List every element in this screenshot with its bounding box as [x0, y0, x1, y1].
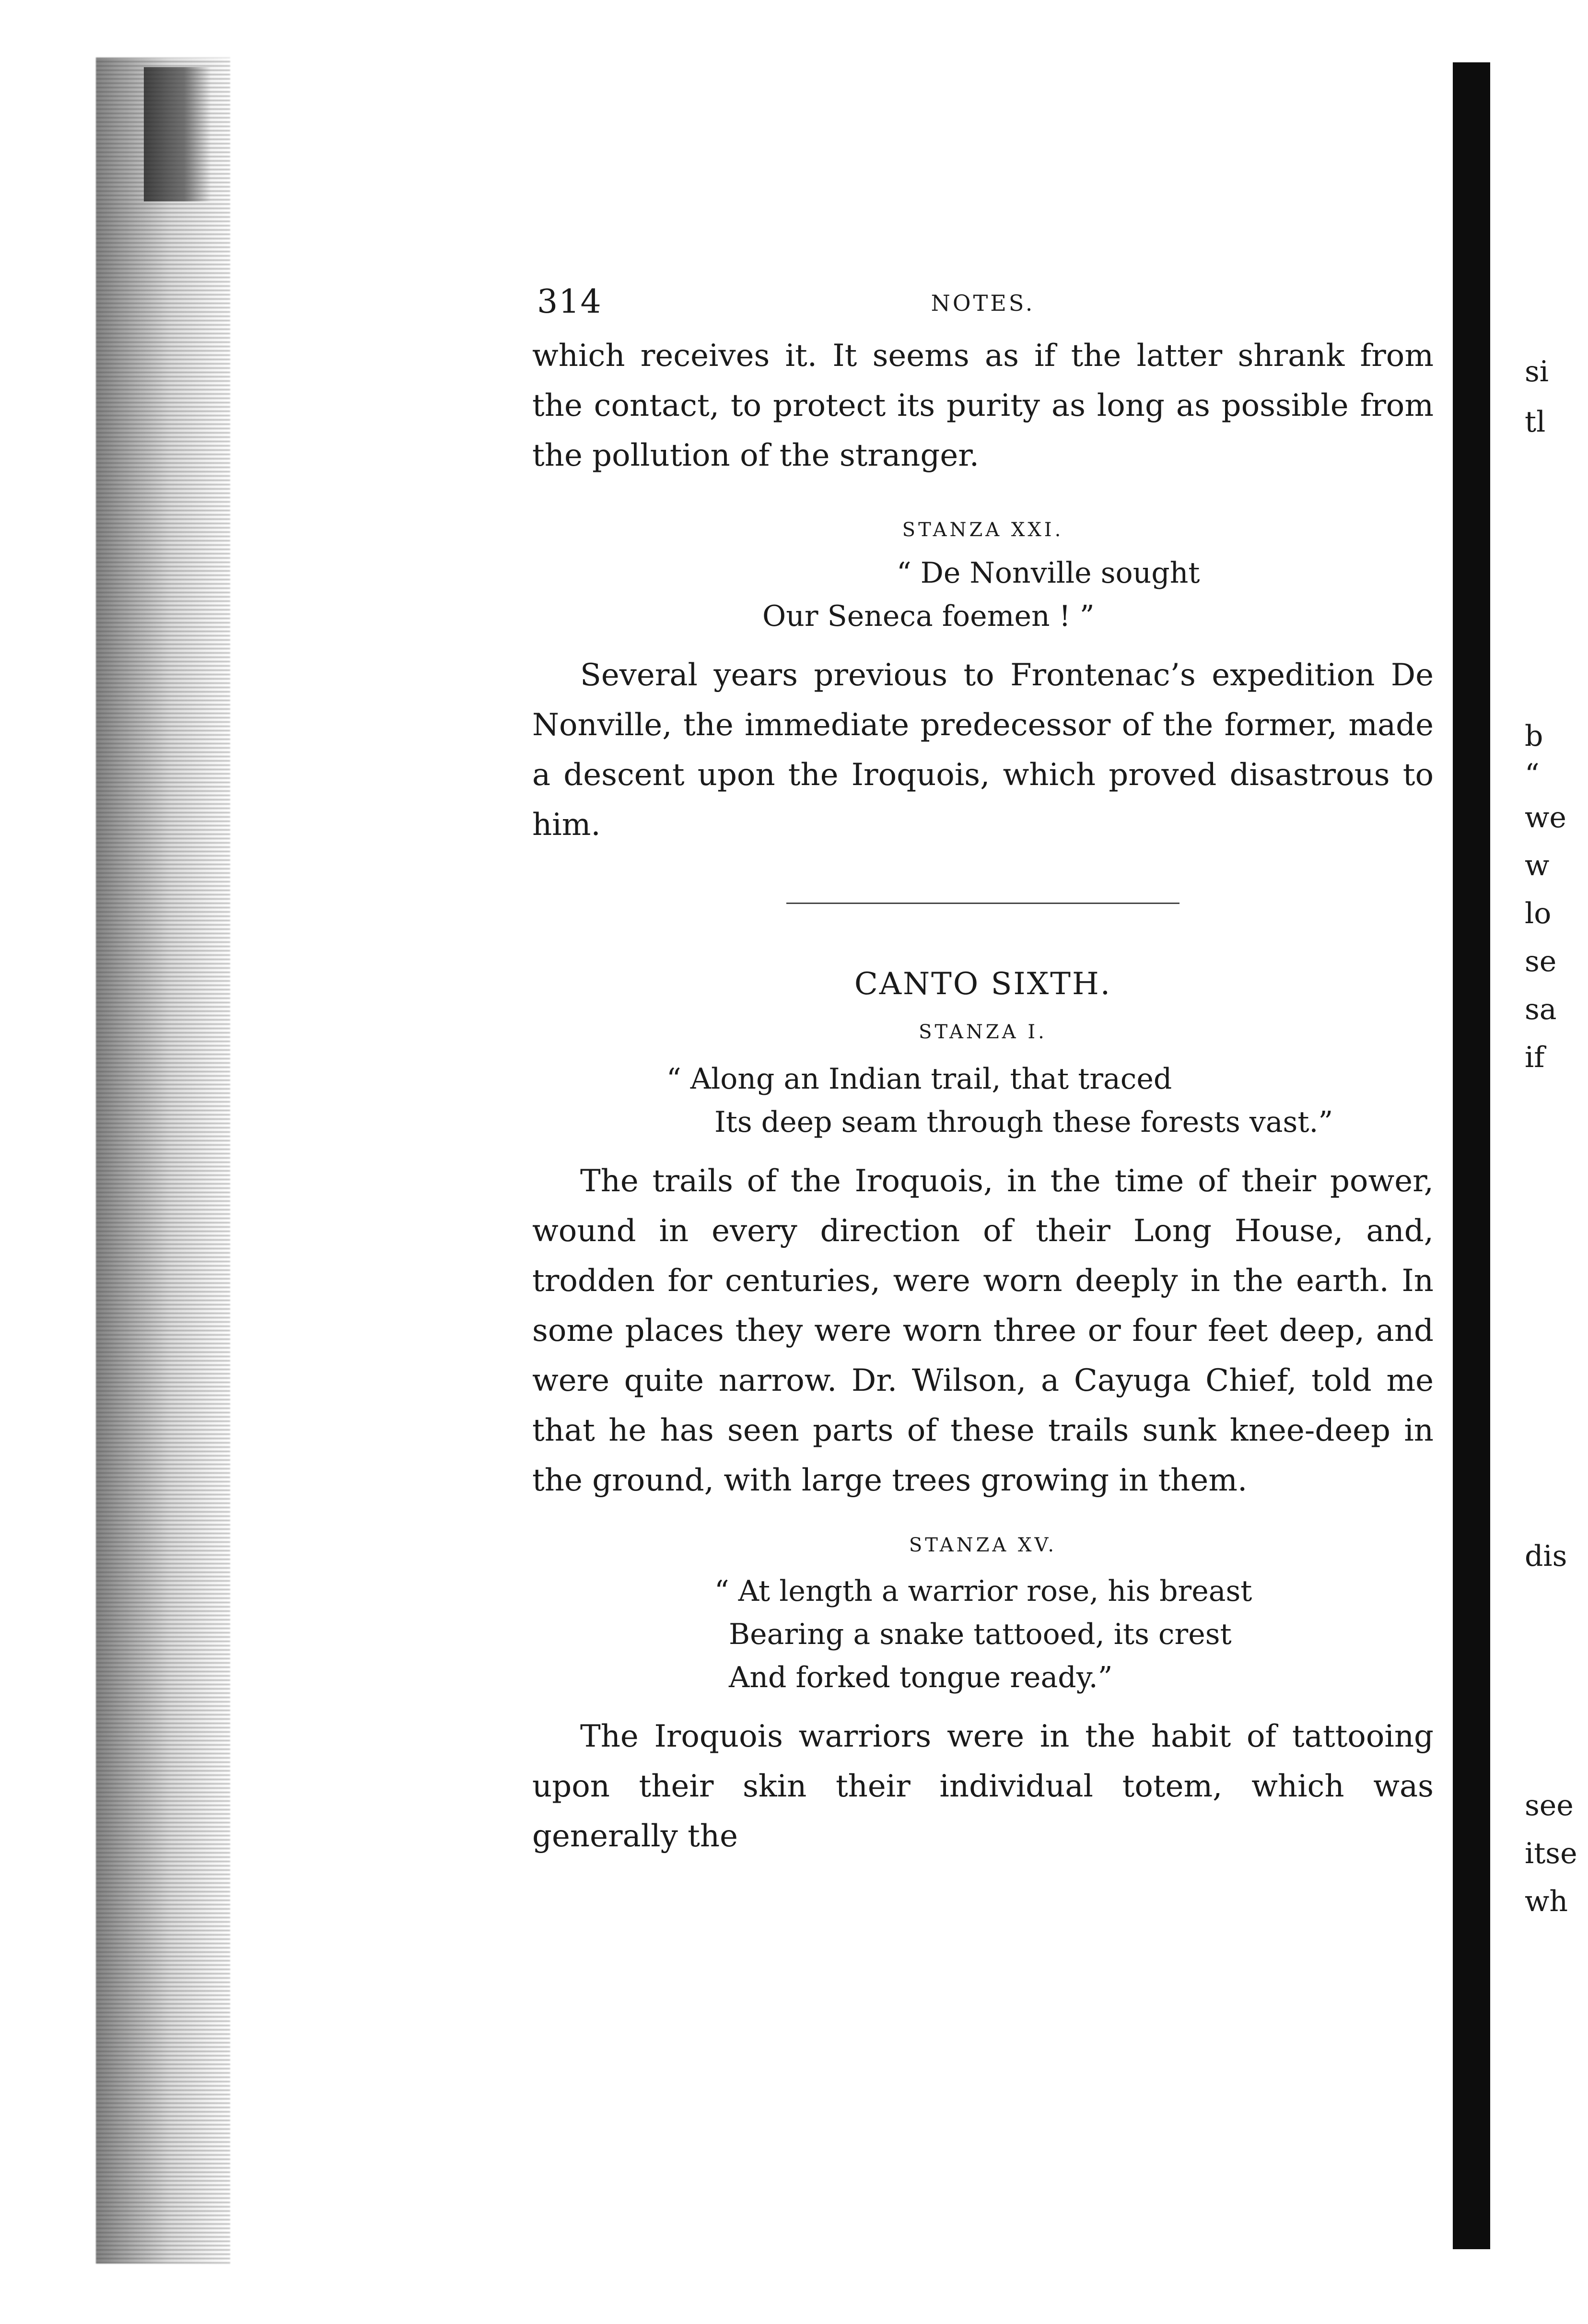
paragraph-iroquois-trails: The trails of the Iroquois, in the time of their power, wound in every direction of their Long House, and, trodden for centuries, were worn deeply in the earth. In some places they were worn three or four feet deep, and were quite narrow. Dr. Wilson, a Cayuga Chief, told me that he has seen parts of these trails sunk knee-deep in the ground, with large trees growing in them.: [532, 1163, 1434, 1498]
paragraph-de-nonville: Several years previous to Frontenac’s expedition De Nonville, the immediate predecessor of the former, made a descent upon the Iroquois, which proved disastrous to him.: [532, 657, 1434, 843]
stanza-xxi-verse-line-1: “ De Nonville sought: [897, 556, 1200, 590]
facing-page-fragment: lo: [1525, 897, 1552, 930]
facing-page-fragment: si: [1525, 355, 1549, 388]
facing-page-fragment: wh: [1525, 1885, 1568, 1918]
facing-page-fragment: dis: [1525, 1539, 1567, 1573]
facing-page-fragment: se: [1525, 945, 1557, 978]
running-head: [532, 269, 1434, 321]
facing-page-fragment: if: [1525, 1041, 1545, 1074]
facing-page-fragment: sa: [1525, 993, 1557, 1026]
stanza-xv-verse-line-2: Bearing a snake tattooed, its crest: [729, 1618, 1232, 1651]
facing-page-fragment: “: [1525, 758, 1540, 791]
page-number: 314: [537, 283, 602, 321]
scan-page-edge-shadow: [96, 58, 230, 2264]
stanza-i-verse-line-2: Its deep seam through these forests vast.”: [714, 1105, 1333, 1139]
section-divider-rule: [786, 903, 1179, 904]
facing-page-fragment: we: [1525, 801, 1566, 834]
facing-page-fragment: tl: [1525, 405, 1546, 439]
scan-page-edge-dark: [144, 67, 211, 201]
canto-title: CANTO SIXTH.: [854, 966, 1112, 1002]
running-title: NOTES.: [931, 290, 1035, 316]
stanza-xxi-heading: STANZA XXI.: [902, 519, 1064, 541]
stanza-i-heading: STANZA I.: [919, 1021, 1047, 1043]
stanza-i-verse-line-1: “ Along an Indian trail, that traced: [666, 1062, 1172, 1096]
paragraph-continuation: which receives it. It seems as if the latter shrank from the contact, to protect its purity as long as possible from the pollution of the stranger.: [532, 338, 1434, 473]
book-gutter-bar: [1453, 62, 1490, 2249]
paragraph-tattoo-totem: The Iroquois warriors were in the habit of tattooing upon their skin their individual totem, which was generally the: [532, 1719, 1434, 1854]
facing-page-fragment: b: [1525, 719, 1543, 753]
stanza-xv-verse-line-1: “ At length a warrior rose, his breast: [714, 1574, 1252, 1608]
stanza-xv-verse-line-3: And forked tongue ready.”: [729, 1661, 1113, 1694]
page-content: [532, 269, 1434, 1861]
facing-page-fragment: see: [1525, 1789, 1574, 1822]
facing-page-fragment: itse: [1525, 1837, 1577, 1870]
stanza-xxi-verse-line-2: Our Seneca foemen ! ”: [762, 599, 1095, 633]
stanza-xv-heading: STANZA XV.: [909, 1534, 1057, 1556]
facing-page-fragment: w: [1525, 849, 1550, 882]
